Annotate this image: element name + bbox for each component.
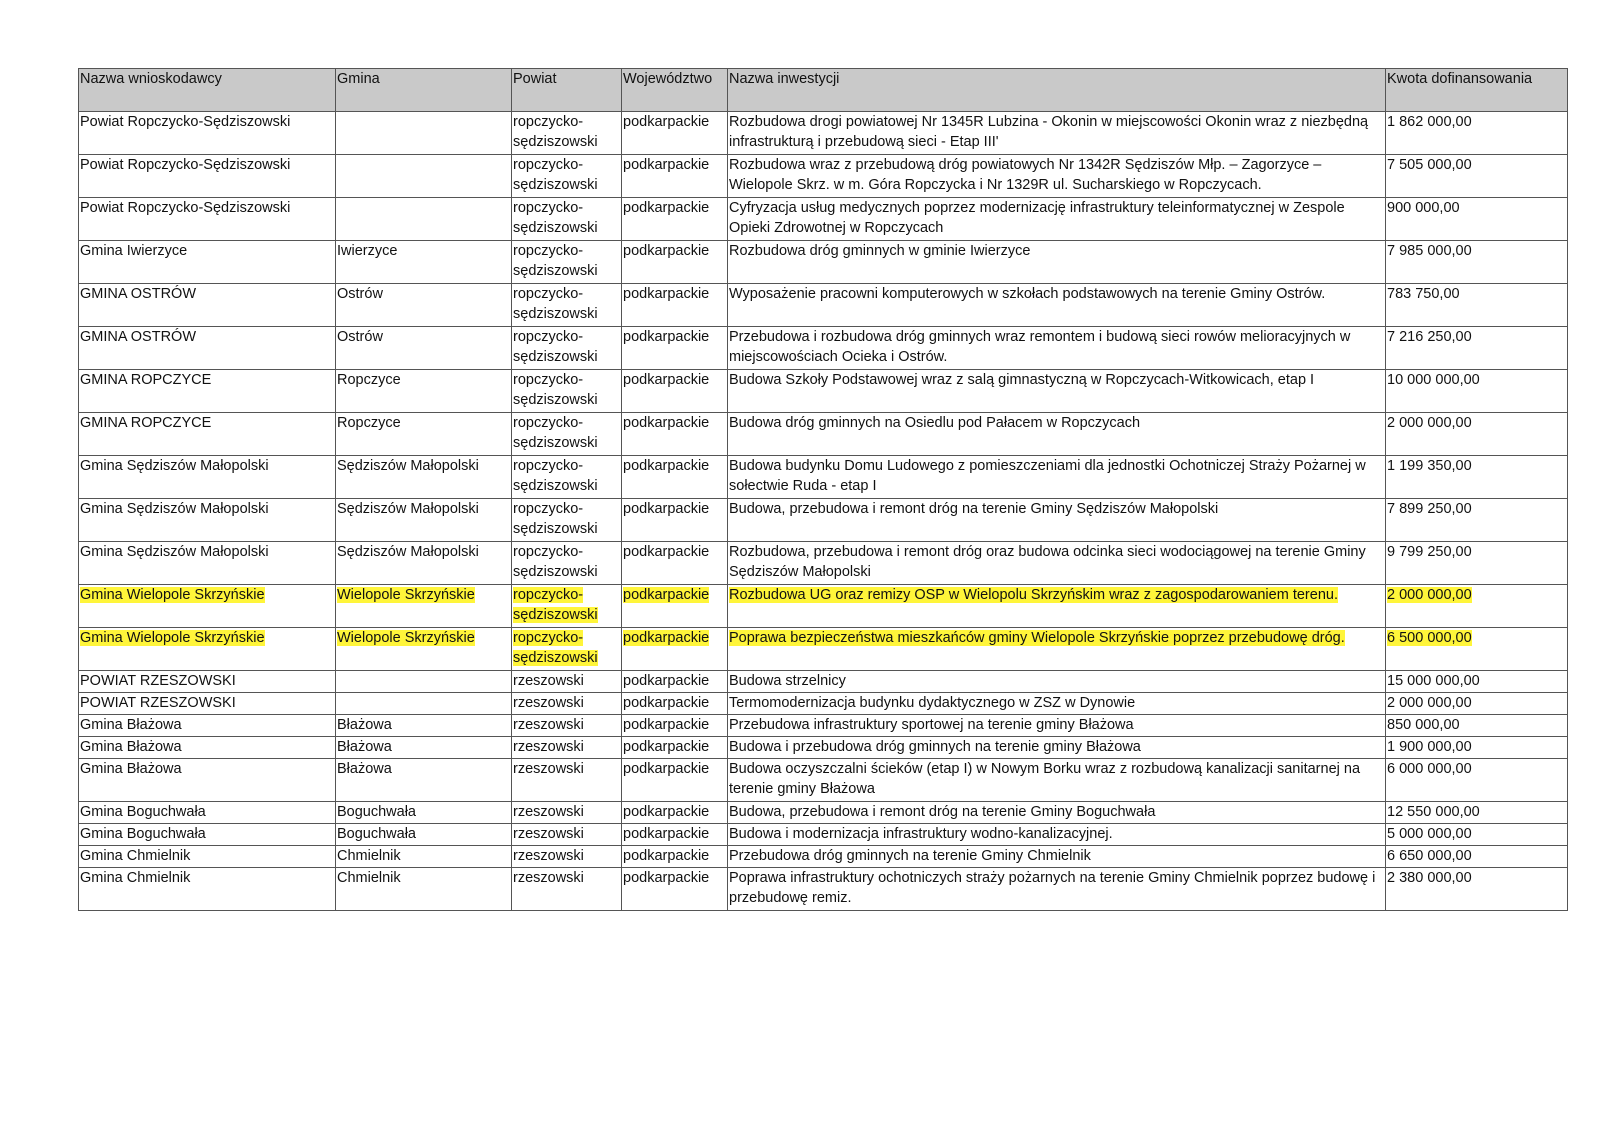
cell-investment-text: Poprawa infrastruktury ochotniczych straży pożarnych na terenie Gminy Chmielnik poprzez budowę i przebudowę remiz. (729, 870, 1376, 906)
header-powiat: Powiat (512, 69, 622, 112)
cell-powiat (512, 737, 622, 759)
table-header-row (79, 69, 1568, 112)
cell-wojewodztwo (622, 112, 728, 155)
cell-applicant (79, 327, 336, 370)
cell-wojewodztwo (622, 846, 728, 868)
table-row (79, 846, 1568, 868)
cell-investment (728, 585, 1386, 628)
header-applicant: Nazwa wnioskodawcy (79, 69, 336, 112)
cell-gmina (336, 715, 512, 737)
cell-powiat (512, 198, 622, 241)
table-body (79, 112, 1568, 911)
cell-amount (1386, 241, 1568, 284)
cell-amount-text: 783 750,00 (1387, 286, 1460, 302)
cell-wojewodztwo (622, 802, 728, 824)
cell-wojewodztwo (622, 284, 728, 327)
cell-amount-text: 850 000,00 (1387, 717, 1460, 733)
cell-gmina-text: Ostrów (337, 286, 383, 302)
cell-investment-text: Budowa, przebudowa i remont dróg na terenie Gminy Sędziszów Małopolski (729, 501, 1219, 517)
cell-applicant (79, 824, 336, 846)
cell-wojewodztwo-text: podkarpackie (623, 739, 710, 755)
cell-gmina (336, 155, 512, 198)
cell-gmina (336, 628, 512, 671)
cell-gmina-text: Ropczyce (337, 415, 401, 431)
cell-applicant-text: Gmina Chmielnik (80, 848, 191, 864)
cell-gmina-text: Sędziszów Małopolski (337, 458, 479, 474)
cell-applicant (79, 499, 336, 542)
cell-gmina (336, 241, 512, 284)
cell-investment-text: Rozbudowa dróg gminnych w gminie Iwierzyce (729, 243, 1031, 259)
table-row (79, 456, 1568, 499)
cell-gmina-text: Iwierzyce (337, 243, 398, 259)
cell-investment-text: Wyposażenie pracowni komputerowych w szkołach podstawowych na terenie Gminy Ostrów. (729, 286, 1326, 302)
cell-powiat-text: ropczycko-sędziszowski (513, 243, 598, 279)
cell-investment (728, 715, 1386, 737)
cell-applicant-text: Gmina Błażowa (80, 761, 182, 777)
cell-amount (1386, 824, 1568, 846)
cell-powiat-text: ropczycko-sędziszowski (513, 329, 598, 365)
cell-applicant-text: POWIAT RZESZOWSKI (80, 695, 236, 711)
cell-applicant-text: Gmina Błażowa (80, 739, 182, 755)
cell-applicant-text: Gmina Sędziszów Małopolski (80, 501, 269, 517)
cell-gmina-text: Boguchwała (337, 826, 416, 842)
cell-investment (728, 868, 1386, 911)
cell-powiat-text: rzeszowski (513, 717, 584, 733)
cell-wojewodztwo-text: podkarpackie (623, 329, 710, 345)
cell-powiat (512, 370, 622, 413)
cell-applicant (79, 759, 336, 802)
table-row (79, 370, 1568, 413)
cell-wojewodztwo (622, 327, 728, 370)
cell-powiat-text: rzeszowski (513, 826, 584, 842)
cell-wojewodztwo-text: podkarpackie (623, 848, 710, 864)
cell-powiat-text: ropczycko-sędziszowski (513, 157, 598, 193)
table-row (79, 585, 1568, 628)
cell-applicant-text: GMINA ROPCZYCE (80, 415, 212, 431)
table-row (79, 198, 1568, 241)
cell-applicant (79, 241, 336, 284)
cell-investment-text: Budowa, przebudowa i remont dróg na terenie Gminy Boguchwała (729, 804, 1156, 820)
table-row (79, 802, 1568, 824)
cell-applicant-text: GMINA OSTRÓW (80, 329, 196, 345)
cell-applicant-text: Gmina Błażowa (80, 717, 182, 733)
cell-powiat (512, 802, 622, 824)
table-row (79, 112, 1568, 155)
table-row (79, 542, 1568, 585)
cell-wojewodztwo (622, 370, 728, 413)
cell-amount-text: 1 900 000,00 (1387, 739, 1472, 755)
cell-amount-text: 10 000 000,00 (1387, 372, 1480, 388)
cell-amount (1386, 542, 1568, 585)
cell-gmina-text: Sędziszów Małopolski (337, 544, 479, 560)
table-row (79, 155, 1568, 198)
cell-wojewodztwo (622, 715, 728, 737)
cell-amount (1386, 868, 1568, 911)
cell-applicant (79, 155, 336, 198)
cell-amount (1386, 327, 1568, 370)
cell-applicant (79, 846, 336, 868)
cell-powiat (512, 715, 622, 737)
cell-wojewodztwo-text: podkarpackie (623, 587, 710, 603)
cell-wojewodztwo (622, 671, 728, 693)
cell-investment-text: Budowa i przebudowa dróg gminnych na terenie gminy Błażowa (729, 739, 1141, 755)
cell-amount (1386, 413, 1568, 456)
cell-wojewodztwo-text: podkarpackie (623, 200, 710, 216)
cell-wojewodztwo-text: podkarpackie (623, 157, 710, 173)
cell-amount-text: 1 199 350,00 (1387, 458, 1472, 474)
cell-applicant (79, 542, 336, 585)
cell-powiat-text: ropczycko-sędziszowski (513, 458, 598, 494)
cell-powiat (512, 585, 622, 628)
cell-wojewodztwo (622, 585, 728, 628)
table-row (79, 284, 1568, 327)
cell-gmina (336, 802, 512, 824)
cell-powiat-text: ropczycko-sędziszowski (513, 372, 598, 408)
cell-powiat (512, 327, 622, 370)
cell-amount (1386, 737, 1568, 759)
cell-powiat (512, 155, 622, 198)
cell-wojewodztwo-text: podkarpackie (623, 243, 710, 259)
cell-powiat-text: ropczycko-sędziszowski (513, 630, 598, 666)
cell-gmina-text: Chmielnik (337, 848, 401, 864)
cell-wojewodztwo (622, 241, 728, 284)
table-row (79, 628, 1568, 671)
cell-applicant-text: Gmina Boguchwała (80, 804, 206, 820)
cell-gmina (336, 759, 512, 802)
cell-powiat-text: ropczycko-sędziszowski (513, 501, 598, 537)
cell-amount (1386, 456, 1568, 499)
cell-investment (728, 499, 1386, 542)
header-amount: Kwota dofinansowania (1386, 69, 1568, 112)
table-row (79, 759, 1568, 802)
cell-amount-text: 15 000 000,00 (1387, 673, 1480, 689)
cell-gmina (336, 693, 512, 715)
cell-applicant (79, 456, 336, 499)
table-row (79, 671, 1568, 693)
cell-gmina (336, 737, 512, 759)
cell-investment (728, 241, 1386, 284)
cell-powiat-text: rzeszowski (513, 739, 584, 755)
cell-investment (728, 112, 1386, 155)
table-row (79, 499, 1568, 542)
cell-wojewodztwo (622, 824, 728, 846)
cell-gmina (336, 824, 512, 846)
cell-powiat-text: ropczycko-sędziszowski (513, 544, 598, 580)
cell-powiat-text: ropczycko-sędziszowski (513, 587, 598, 623)
cell-powiat (512, 499, 622, 542)
cell-powiat (512, 846, 622, 868)
cell-investment (728, 284, 1386, 327)
cell-powiat (512, 671, 622, 693)
cell-gmina-text: Boguchwała (337, 804, 416, 820)
cell-wojewodztwo (622, 759, 728, 802)
cell-investment (728, 802, 1386, 824)
cell-powiat (512, 542, 622, 585)
cell-powiat (512, 824, 622, 846)
cell-gmina (336, 542, 512, 585)
cell-applicant-text: GMINA OSTRÓW (80, 286, 196, 302)
cell-amount (1386, 155, 1568, 198)
cell-applicant-text: Gmina Sędziszów Małopolski (80, 458, 269, 474)
cell-gmina (336, 198, 512, 241)
cell-powiat (512, 413, 622, 456)
cell-amount (1386, 585, 1568, 628)
cell-gmina-text: Chmielnik (337, 870, 401, 886)
cell-investment (728, 759, 1386, 802)
cell-wojewodztwo-text: podkarpackie (623, 870, 710, 886)
cell-amount-text: 9 799 250,00 (1387, 544, 1472, 560)
cell-amount-text: 2 000 000,00 (1387, 587, 1472, 603)
cell-investment-text: Termomodernizacja budynku dydaktycznego w ZSZ w Dynowie (729, 695, 1136, 711)
cell-applicant (79, 585, 336, 628)
cell-amount-text: 6 500 000,00 (1387, 630, 1472, 646)
cell-investment (728, 155, 1386, 198)
cell-amount (1386, 370, 1568, 413)
cell-gmina (336, 413, 512, 456)
cell-wojewodztwo-text: podkarpackie (623, 286, 710, 302)
cell-wojewodztwo-text: podkarpackie (623, 501, 710, 517)
cell-powiat-text: rzeszowski (513, 673, 584, 689)
cell-wojewodztwo (622, 456, 728, 499)
cell-amount (1386, 499, 1568, 542)
cell-wojewodztwo (622, 542, 728, 585)
cell-powiat (512, 241, 622, 284)
cell-powiat (512, 693, 622, 715)
cell-amount (1386, 284, 1568, 327)
cell-applicant (79, 802, 336, 824)
cell-wojewodztwo (622, 868, 728, 911)
cell-wojewodztwo-text: podkarpackie (623, 415, 710, 431)
cell-investment-text: Przebudowa dróg gminnych na terenie Gminy Chmielnik (729, 848, 1091, 864)
cell-wojewodztwo-text: podkarpackie (623, 695, 710, 711)
cell-applicant (79, 671, 336, 693)
cell-wojewodztwo-text: podkarpackie (623, 544, 710, 560)
header-gmina: Gmina (336, 69, 512, 112)
cell-investment (728, 693, 1386, 715)
cell-amount-text: 900 000,00 (1387, 200, 1460, 216)
table-row (79, 824, 1568, 846)
cell-gmina (336, 456, 512, 499)
cell-amount (1386, 112, 1568, 155)
cell-powiat-text: ropczycko-sędziszowski (513, 286, 598, 322)
cell-wojewodztwo-text: podkarpackie (623, 761, 710, 777)
cell-investment (728, 737, 1386, 759)
cell-gmina (336, 585, 512, 628)
header-wojewodztwo: Województwo (622, 69, 728, 112)
cell-investment-text: Budowa dróg gminnych na Osiedlu pod Pałacem w Ropczycach (729, 415, 1141, 431)
cell-applicant-text: POWIAT RZESZOWSKI (80, 673, 236, 689)
cell-investment-text: Budowa budynku Domu Ludowego z pomieszczeniami dla jednostki Ochotniczej Straży Pożarnej w sołectwie Ruda - etap I (729, 458, 1366, 494)
cell-investment-text: Przebudowa infrastruktury sportowej na terenie gminy Błażowa (729, 717, 1134, 733)
cell-investment-text: Budowa oczyszczalni ścieków (etap I) w Nowym Borku wraz z rozbudową kanalizacji sanitarnej na terenie gminy Błażowa (729, 761, 1361, 797)
cell-investment-text: Cyfryzacja usług medycznych poprzez modernizację infrastruktury teleinformatycznej w Zespole Opieki Zdrowotnej w Ropczycach (729, 200, 1345, 236)
cell-applicant-text: Gmina Boguchwała (80, 826, 206, 842)
cell-gmina-text: Wielopole Skrzyńskie (337, 630, 475, 646)
cell-wojewodztwo-text: podkarpackie (623, 458, 710, 474)
cell-amount (1386, 671, 1568, 693)
cell-amount-text: 7 505 000,00 (1387, 157, 1472, 173)
cell-applicant (79, 198, 336, 241)
cell-gmina (336, 327, 512, 370)
cell-investment (728, 456, 1386, 499)
cell-powiat (512, 868, 622, 911)
table-row (79, 715, 1568, 737)
cell-gmina-text: Ostrów (337, 329, 383, 345)
cell-amount (1386, 802, 1568, 824)
cell-applicant-text: Gmina Wielopole Skrzyńskie (80, 587, 265, 603)
cell-applicant (79, 413, 336, 456)
table-row (79, 868, 1568, 911)
cell-wojewodztwo (622, 628, 728, 671)
cell-investment-text: Rozbudowa, przebudowa i remont dróg oraz budowa odcinka sieci wodociągowej na terenie Gminy Sędziszów Małopolski (729, 544, 1366, 580)
cell-amount (1386, 715, 1568, 737)
cell-gmina (336, 671, 512, 693)
cell-investment (728, 628, 1386, 671)
cell-applicant-text: GMINA ROPCZYCE (80, 372, 212, 388)
cell-powiat-text: rzeszowski (513, 848, 584, 864)
table-row (79, 413, 1568, 456)
cell-gmina (336, 370, 512, 413)
cell-gmina-text: Błażowa (337, 761, 392, 777)
cell-applicant (79, 370, 336, 413)
cell-powiat-text: rzeszowski (513, 804, 584, 820)
cell-applicant (79, 112, 336, 155)
cell-gmina-text: Błażowa (337, 717, 392, 733)
cell-amount (1386, 846, 1568, 868)
cell-amount-text: 1 862 000,00 (1387, 114, 1472, 130)
cell-amount-text: 6 000 000,00 (1387, 761, 1472, 777)
cell-investment (728, 413, 1386, 456)
cell-gmina (336, 499, 512, 542)
cell-amount-text: 12 550 000,00 (1387, 804, 1480, 820)
cell-investment (728, 542, 1386, 585)
cell-powiat-text: ropczycko-sędziszowski (513, 200, 598, 236)
grants-table (78, 68, 1568, 911)
cell-wojewodztwo (622, 413, 728, 456)
cell-powiat (512, 628, 622, 671)
cell-applicant-text: Gmina Iwierzyce (80, 243, 188, 259)
cell-powiat (512, 284, 622, 327)
cell-wojewodztwo-text: podkarpackie (623, 804, 710, 820)
cell-wojewodztwo-text: podkarpackie (623, 630, 710, 646)
cell-wojewodztwo (622, 499, 728, 542)
cell-amount-text: 7 985 000,00 (1387, 243, 1472, 259)
cell-investment (728, 671, 1386, 693)
cell-applicant-text: Gmina Wielopole Skrzyńskie (80, 630, 265, 646)
cell-powiat (512, 759, 622, 802)
cell-applicant (79, 693, 336, 715)
cell-powiat-text: rzeszowski (513, 761, 584, 777)
cell-gmina-text: Sędziszów Małopolski (337, 501, 479, 517)
cell-wojewodztwo-text: podkarpackie (623, 826, 710, 842)
table-row (79, 737, 1568, 759)
cell-investment-text: Budowa Szkoły Podstawowej wraz z salą gimnastyczną w Ropczycach-Witkowicach, etap I (729, 372, 1315, 388)
cell-investment-text: Rozbudowa drogi powiatowej Nr 1345R Lubzina - Okonin w miejscowości Okonin wraz z niezbędną infrastrukturą i przebudową sieci - Etap III' (729, 114, 1369, 150)
cell-wojewodztwo-text: podkarpackie (623, 717, 710, 733)
cell-amount-text: 2 380 000,00 (1387, 870, 1472, 886)
cell-wojewodztwo-text: podkarpackie (623, 372, 710, 388)
cell-investment-text: Budowa i modernizacja infrastruktury wodno-kanalizacyjnej. (729, 826, 1113, 842)
cell-gmina (336, 284, 512, 327)
cell-investment-text: Rozbudowa wraz z przebudową dróg powiatowych Nr 1342R Sędziszów Młp. – Zagorzyce – Wielopole Skrz. w m. Góra Ropczycka i Nr 1329R ul. Sucharskiego w Ropczycach. (729, 157, 1322, 193)
cell-amount-text: 7 899 250,00 (1387, 501, 1472, 517)
cell-amount-text: 7 216 250,00 (1387, 329, 1472, 345)
cell-applicant (79, 628, 336, 671)
cell-powiat-text: ropczycko-sędziszowski (513, 114, 598, 150)
cell-amount-text: 6 650 000,00 (1387, 848, 1472, 864)
cell-applicant-text: Powiat Ropczycko-Sędziszowski (80, 114, 291, 130)
table-row (79, 241, 1568, 284)
table-row (79, 327, 1568, 370)
cell-investment-text: Rozbudowa UG oraz remizy OSP w Wielopolu Skrzyńskim wraz z zagospodarowaniem terenu. (729, 587, 1338, 603)
cell-amount (1386, 759, 1568, 802)
cell-amount-text: 2 000 000,00 (1387, 695, 1472, 711)
cell-investment (728, 370, 1386, 413)
cell-gmina (336, 112, 512, 155)
cell-powiat-text: rzeszowski (513, 695, 584, 711)
cell-amount-text: 2 000 000,00 (1387, 415, 1472, 431)
cell-amount (1386, 198, 1568, 241)
cell-wojewodztwo (622, 155, 728, 198)
cell-investment-text: Przebudowa i rozbudowa dróg gminnych wraz remontem i budową sieci rowów melioracyjnych w miejscowościach Ocieka i Ostrów. (729, 329, 1351, 365)
cell-investment (728, 198, 1386, 241)
cell-wojewodztwo (622, 737, 728, 759)
cell-amount-text: 5 000 000,00 (1387, 826, 1472, 842)
cell-wojewodztwo (622, 198, 728, 241)
cell-applicant (79, 868, 336, 911)
cell-applicant-text: Gmina Chmielnik (80, 870, 191, 886)
cell-powiat-text: ropczycko-sędziszowski (513, 415, 598, 451)
cell-investment-text: Poprawa bezpieczeństwa mieszkańców gminy Wielopole Skrzyńskie poprzez przebudowę dróg. (729, 630, 1345, 646)
cell-applicant-text: Powiat Ropczycko-Sędziszowski (80, 157, 291, 173)
cell-investment (728, 846, 1386, 868)
table-row (79, 693, 1568, 715)
cell-powiat (512, 112, 622, 155)
cell-gmina (336, 846, 512, 868)
cell-amount (1386, 693, 1568, 715)
cell-amount (1386, 628, 1568, 671)
header-investment: Nazwa inwestycji (728, 69, 1386, 112)
cell-applicant (79, 284, 336, 327)
cell-powiat (512, 456, 622, 499)
cell-wojewodztwo (622, 693, 728, 715)
cell-investment (728, 824, 1386, 846)
cell-investment-text: Budowa strzelnicy (729, 673, 846, 689)
cell-powiat-text: rzeszowski (513, 870, 584, 886)
cell-applicant-text: Gmina Sędziszów Małopolski (80, 544, 269, 560)
cell-wojewodztwo-text: podkarpackie (623, 673, 710, 689)
cell-applicant-text: Powiat Ropczycko-Sędziszowski (80, 200, 291, 216)
cell-gmina-text: Ropczyce (337, 372, 401, 388)
cell-applicant (79, 737, 336, 759)
cell-applicant (79, 715, 336, 737)
cell-wojewodztwo-text: podkarpackie (623, 114, 710, 130)
cell-investment (728, 327, 1386, 370)
cell-gmina-text: Wielopole Skrzyńskie (337, 587, 475, 603)
cell-gmina-text: Błażowa (337, 739, 392, 755)
cell-gmina (336, 868, 512, 911)
